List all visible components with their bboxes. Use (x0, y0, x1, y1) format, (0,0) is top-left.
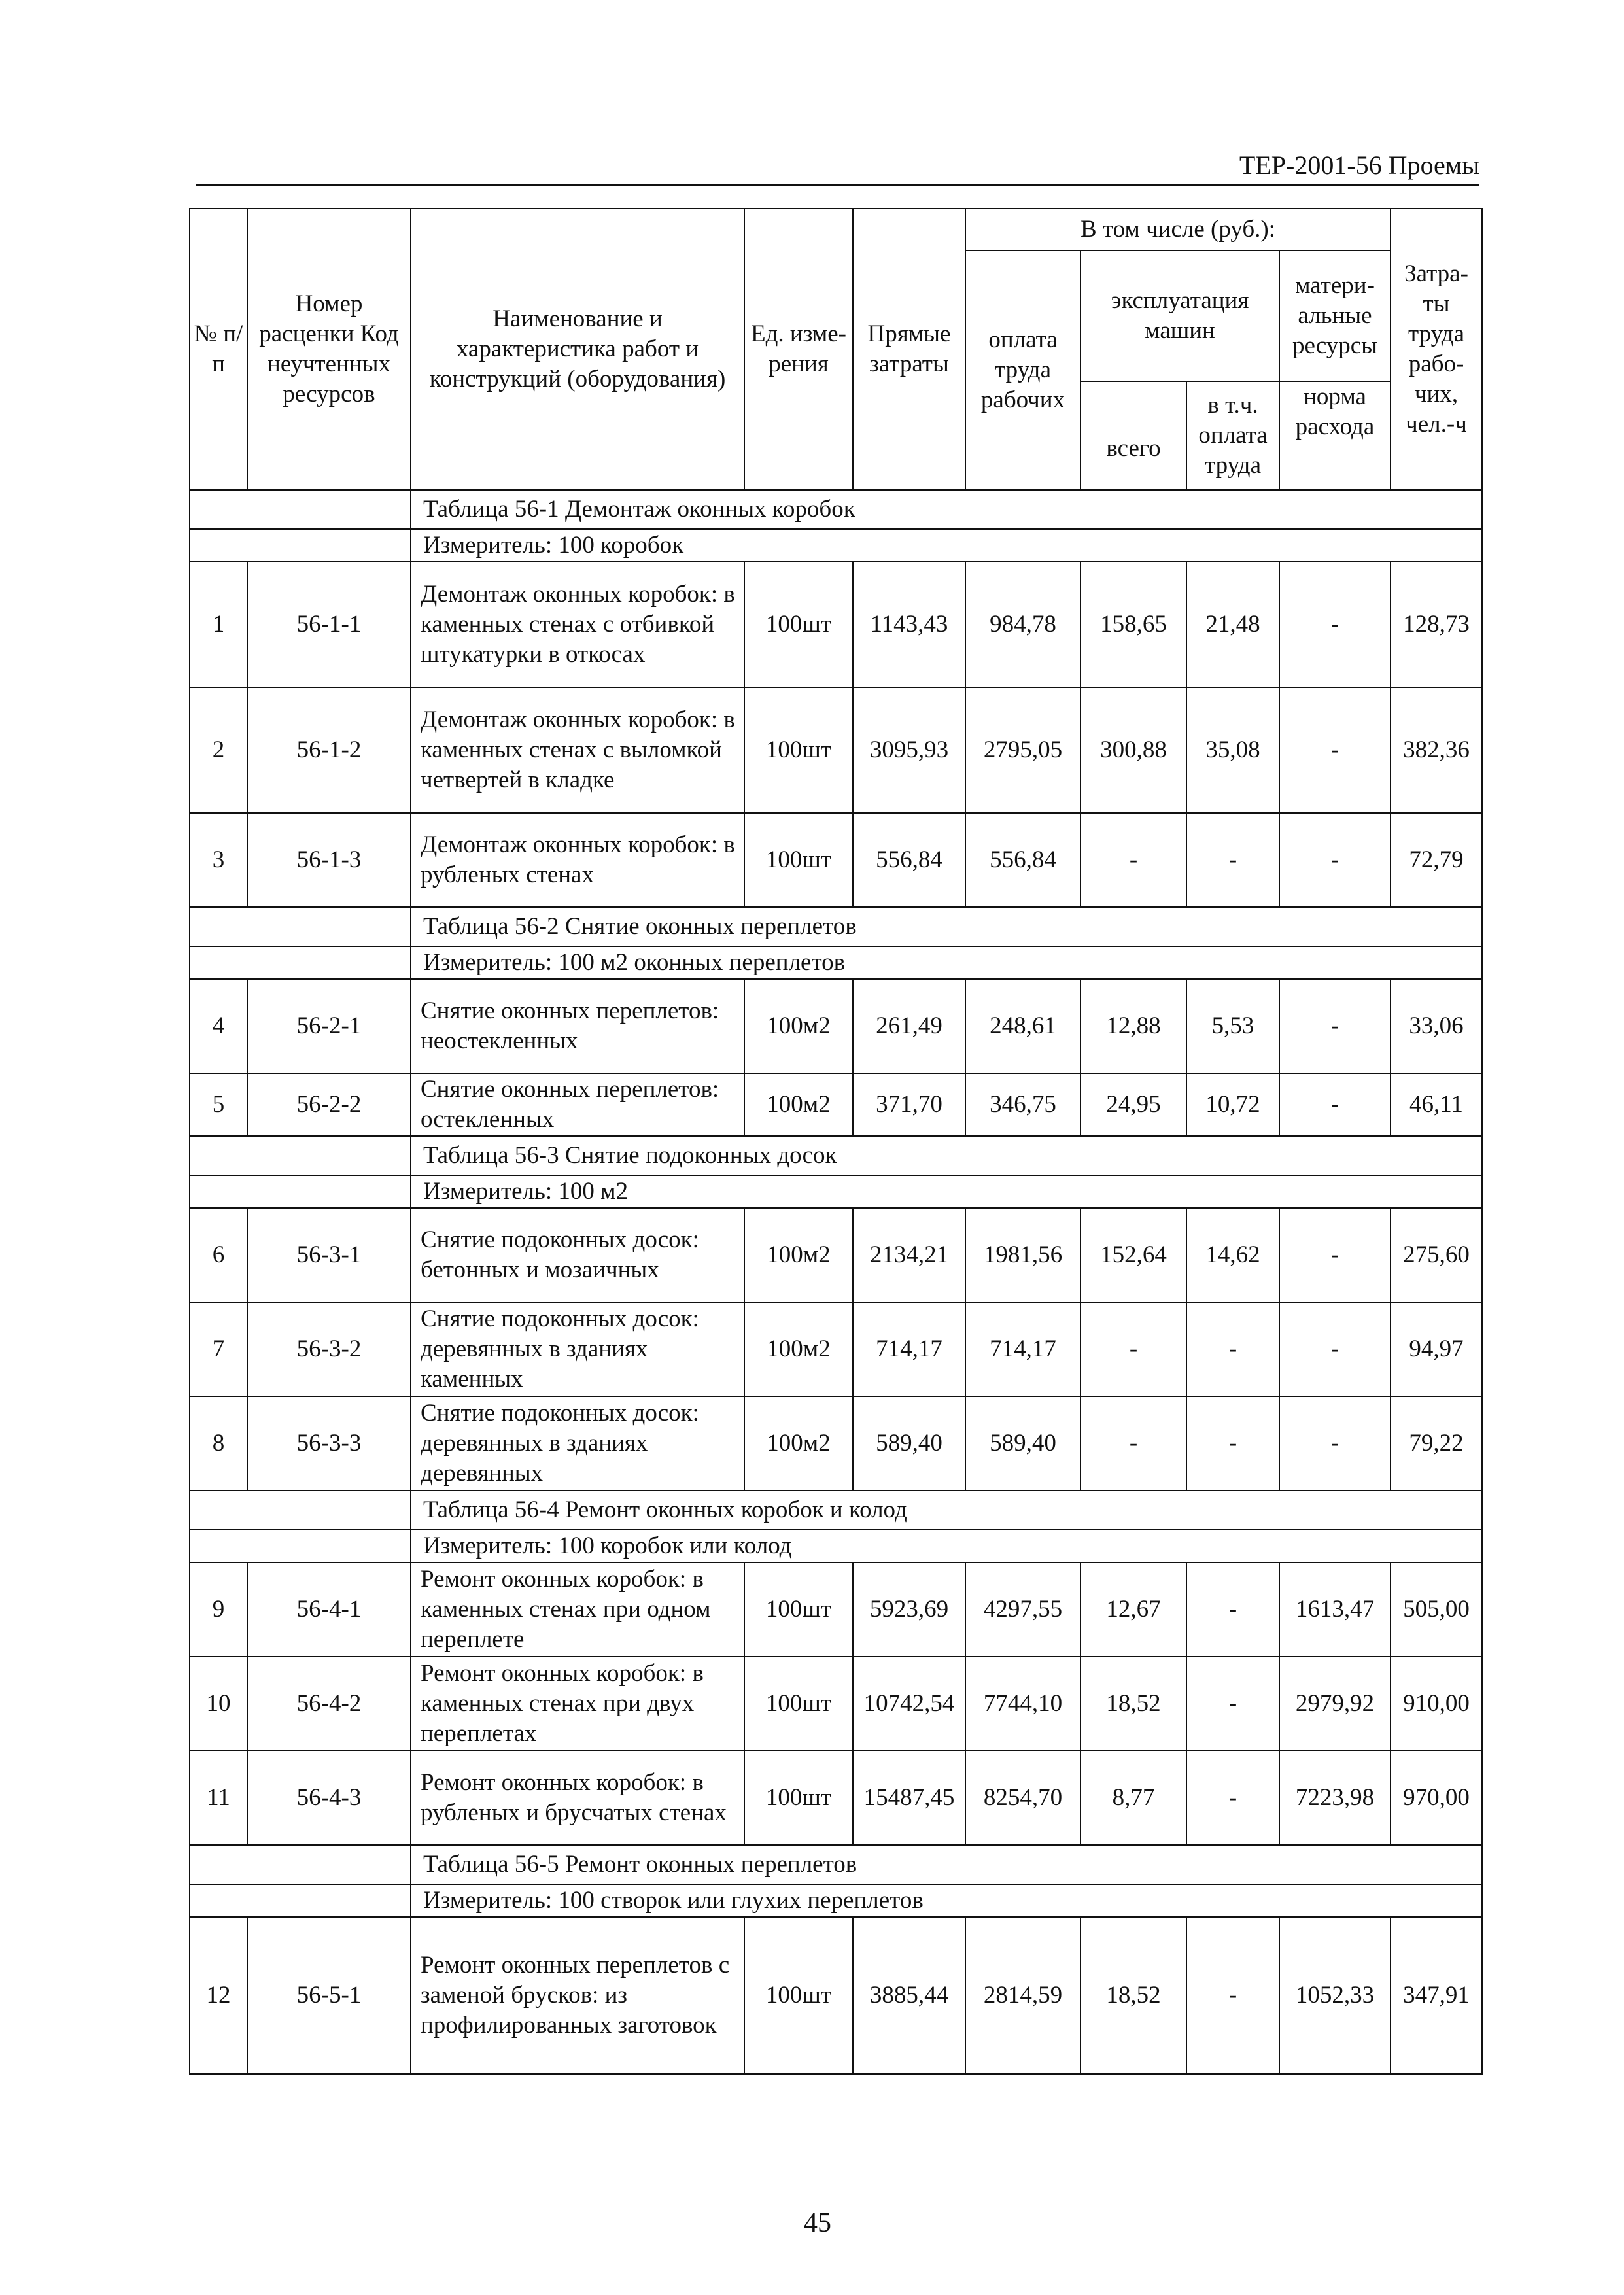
direct-costs: 2134,21 (853, 1208, 965, 1302)
row-number: 4 (190, 979, 247, 1073)
row-number: 5 (190, 1073, 247, 1136)
col-incl: В том числе (руб.): (965, 209, 1391, 250)
work-description: Ремонт оконных переплетов с заменой брусков: из профилированных заготовок (411, 1917, 744, 2074)
rate-code: 56-1-2 (247, 687, 411, 813)
table-row (190, 1208, 1482, 1302)
section-title-row (190, 1136, 1482, 1175)
materials-norm: - (1279, 1302, 1391, 1396)
section-measure: Измеритель: 100 м2 (411, 1175, 1482, 1208)
labor-costs: 72,79 (1391, 813, 1482, 907)
row-number: 11 (190, 1751, 247, 1845)
section-measure: Измеритель: 100 м2 оконных переплетов (411, 946, 1482, 979)
machines-wage: - (1186, 1657, 1279, 1751)
col-machines: эксплуатация машин (1080, 250, 1279, 381)
col-materials: матери-альные ресурсы (1279, 250, 1391, 381)
rate-code: 56-4-2 (247, 1657, 411, 1751)
section-title: Таблица 56-3 Снятие подоконных досок (411, 1136, 1482, 1175)
section-measure-row (190, 529, 1482, 562)
materials-norm: - (1279, 979, 1391, 1073)
direct-costs: 556,84 (853, 813, 965, 907)
table-row (190, 813, 1482, 907)
worker-wage: 1981,56 (965, 1208, 1080, 1302)
labor-costs: 33,06 (1391, 979, 1482, 1073)
rate-code: 56-3-2 (247, 1302, 411, 1396)
section-title-row (190, 1491, 1482, 1530)
section-title: Таблица 56-5 Ремонт оконных переплетов (411, 1845, 1482, 1884)
spacer-cell (190, 1491, 411, 1530)
work-description: Снятие подоконных досок: деревянных в зданиях деревянных (411, 1396, 744, 1491)
worker-wage: 7744,10 (965, 1657, 1080, 1751)
work-description: Ремонт оконных коробок: в каменных стенах при одном переплете (411, 1562, 744, 1657)
direct-costs: 5923,69 (853, 1562, 965, 1657)
machines-wage: - (1186, 1302, 1279, 1396)
machines-total: - (1080, 1396, 1186, 1491)
spacer-cell (190, 1845, 411, 1884)
rate-code: 56-2-1 (247, 979, 411, 1073)
rate-code: 56-3-3 (247, 1396, 411, 1491)
materials-norm: - (1279, 1073, 1391, 1136)
header-rule (196, 184, 1479, 186)
row-number: 10 (190, 1657, 247, 1751)
spacer-cell (190, 1175, 411, 1208)
machines-wage: 35,08 (1186, 687, 1279, 813)
machines-wage: 5,53 (1186, 979, 1279, 1073)
work-description: Демонтаж оконных коробок: в рубленых стенах (411, 813, 744, 907)
col-num: № п/п (190, 209, 247, 490)
work-description: Снятие оконных переплетов: остекленных (411, 1073, 744, 1136)
materials-norm: - (1279, 562, 1391, 687)
table-header (190, 209, 1482, 490)
materials-norm: 1613,47 (1279, 1562, 1391, 1657)
worker-wage: 8254,70 (965, 1751, 1080, 1845)
table-row (190, 1917, 1482, 2074)
labor-costs: 79,22 (1391, 1396, 1482, 1491)
spacer-cell (190, 907, 411, 946)
materials-norm: 2979,92 (1279, 1657, 1391, 1751)
machines-wage: - (1186, 1396, 1279, 1491)
machines-total: 158,65 (1080, 562, 1186, 687)
unit: 100м2 (744, 1208, 853, 1302)
col-labor: Затра-ты труда рабо-чих, чел.-ч (1391, 209, 1482, 490)
table-row (190, 1562, 1482, 1657)
work-description: Демонтаж оконных коробок: в каменных стенах с выломкой четвертей в кладке (411, 687, 744, 813)
machines-total: - (1080, 813, 1186, 907)
labor-costs: 970,00 (1391, 1751, 1482, 1845)
section-measure-row (190, 1175, 1482, 1208)
machines-total: 24,95 (1080, 1073, 1186, 1136)
unit: 100м2 (744, 979, 853, 1073)
work-description: Снятие оконных переплетов: неостекленных (411, 979, 744, 1073)
col-materials-norm: норма расхода (1279, 381, 1391, 490)
direct-costs: 15487,45 (853, 1751, 965, 1845)
labor-costs: 910,00 (1391, 1657, 1482, 1751)
work-description: Ремонт оконных коробок: в рубленых и брусчатых стенах (411, 1751, 744, 1845)
worker-wage: 346,75 (965, 1073, 1080, 1136)
col-direct: Прямые затраты (853, 209, 965, 490)
direct-costs: 1143,43 (853, 562, 965, 687)
worker-wage: 2795,05 (965, 687, 1080, 813)
section-title-row (190, 907, 1482, 946)
row-number: 6 (190, 1208, 247, 1302)
machines-wage: - (1186, 813, 1279, 907)
table-row (190, 1302, 1482, 1396)
unit: 100шт (744, 562, 853, 687)
machines-total: 18,52 (1080, 1917, 1186, 2074)
rate-code: 56-1-1 (247, 562, 411, 687)
table-body (190, 490, 1482, 2074)
col-name: Наименование и характеристика работ и конструкций (оборудования) (411, 209, 744, 490)
table-row (190, 979, 1482, 1073)
labor-costs: 128,73 (1391, 562, 1482, 687)
worker-wage: 984,78 (965, 562, 1080, 687)
table-row (190, 1657, 1482, 1751)
col-wage: оплата труда рабочих (965, 250, 1080, 490)
section-title: Таблица 56-2 Снятие оконных переплетов (411, 907, 1482, 946)
col-unit: Ед. изме-рения (744, 209, 853, 490)
spacer-cell (190, 1530, 411, 1562)
worker-wage: 556,84 (965, 813, 1080, 907)
row-number: 8 (190, 1396, 247, 1491)
section-title-row (190, 490, 1482, 529)
direct-costs: 261,49 (853, 979, 965, 1073)
worker-wage: 4297,55 (965, 1562, 1080, 1657)
unit: 100м2 (744, 1396, 853, 1491)
unit: 100шт (744, 1917, 853, 2074)
section-title-row (190, 1845, 1482, 1884)
labor-costs: 275,60 (1391, 1208, 1482, 1302)
worker-wage: 2814,59 (965, 1917, 1080, 2074)
machines-wage: - (1186, 1562, 1279, 1657)
materials-norm: 1052,33 (1279, 1917, 1391, 2074)
unit: 100шт (744, 687, 853, 813)
spacer-cell (190, 1136, 411, 1175)
machines-total: 152,64 (1080, 1208, 1186, 1302)
materials-norm: - (1279, 1396, 1391, 1491)
unit: 100м2 (744, 1302, 853, 1396)
section-measure: Измеритель: 100 коробок (411, 529, 1482, 562)
table-row (190, 1073, 1482, 1136)
labor-costs: 382,36 (1391, 687, 1482, 813)
rate-code: 56-3-1 (247, 1208, 411, 1302)
work-description: Ремонт оконных коробок: в каменных стенах при двух переплетах (411, 1657, 744, 1751)
machines-total: - (1080, 1302, 1186, 1396)
machines-wage: 10,72 (1186, 1073, 1279, 1136)
materials-norm: - (1279, 687, 1391, 813)
unit: 100шт (744, 813, 853, 907)
section-measure-row (190, 1530, 1482, 1562)
section-title: Таблица 56-4 Ремонт оконных коробок и колод (411, 1491, 1482, 1530)
unit: 100шт (744, 1562, 853, 1657)
spacer-cell (190, 1884, 411, 1917)
materials-norm: 7223,98 (1279, 1751, 1391, 1845)
work-description: Демонтаж оконных коробок: в каменных стенах с отбивкой штукатурки в откосах (411, 562, 744, 687)
document-header: ТЕР-2001-56 Проемы (1239, 150, 1479, 180)
row-number: 2 (190, 687, 247, 813)
machines-total: 12,88 (1080, 979, 1186, 1073)
col-code: Номер расценки Код неучтенных ресурсов (247, 209, 411, 490)
machines-wage: - (1186, 1751, 1279, 1845)
materials-norm: - (1279, 1208, 1391, 1302)
table-row (190, 687, 1482, 813)
machines-total: 300,88 (1080, 687, 1186, 813)
rate-code: 56-5-1 (247, 1917, 411, 2074)
row-number: 12 (190, 1917, 247, 2074)
rate-code: 56-4-3 (247, 1751, 411, 1845)
unit: 100шт (744, 1657, 853, 1751)
table-row (190, 562, 1482, 687)
work-description: Снятие подоконных досок: деревянных в зданиях каменных (411, 1302, 744, 1396)
table-row (190, 1751, 1482, 1845)
machines-wage: 14,62 (1186, 1208, 1279, 1302)
rate-code: 56-2-2 (247, 1073, 411, 1136)
direct-costs: 371,70 (853, 1073, 965, 1136)
col-machines-wage: в т.ч. оплата труда (1186, 381, 1279, 490)
row-number: 3 (190, 813, 247, 907)
machines-total: 18,52 (1080, 1657, 1186, 1751)
labor-costs: 505,00 (1391, 1562, 1482, 1657)
row-number: 9 (190, 1562, 247, 1657)
table-row (190, 1396, 1482, 1491)
labor-costs: 94,97 (1391, 1302, 1482, 1396)
materials-norm: - (1279, 813, 1391, 907)
price-table (189, 208, 1483, 2075)
section-measure: Измеритель: 100 створок или глухих переплетов (411, 1884, 1482, 1917)
machines-total: 8,77 (1080, 1751, 1186, 1845)
spacer-cell (190, 946, 411, 979)
spacer-cell (190, 529, 411, 562)
unit: 100м2 (744, 1073, 853, 1136)
worker-wage: 589,40 (965, 1396, 1080, 1491)
section-title: Таблица 56-1 Демонтаж оконных коробок (411, 490, 1482, 529)
direct-costs: 589,40 (853, 1396, 965, 1491)
section-measure: Измеритель: 100 коробок или колод (411, 1530, 1482, 1562)
unit: 100шт (744, 1751, 853, 1845)
row-number: 1 (190, 562, 247, 687)
page-number: 45 (804, 2208, 831, 2238)
worker-wage: 248,61 (965, 979, 1080, 1073)
rate-code: 56-1-3 (247, 813, 411, 907)
labor-costs: 347,91 (1391, 1917, 1482, 2074)
spacer-cell (190, 490, 411, 529)
direct-costs: 714,17 (853, 1302, 965, 1396)
direct-costs: 3885,44 (853, 1917, 965, 2074)
section-measure-row (190, 946, 1482, 979)
rate-code: 56-4-1 (247, 1562, 411, 1657)
machines-total: 12,67 (1080, 1562, 1186, 1657)
direct-costs: 10742,54 (853, 1657, 965, 1751)
col-machines-total: всего (1080, 381, 1186, 490)
labor-costs: 46,11 (1391, 1073, 1482, 1136)
row-number: 7 (190, 1302, 247, 1396)
direct-costs: 3095,93 (853, 687, 965, 813)
section-measure-row (190, 1884, 1482, 1917)
work-description: Снятие подоконных досок: бетонных и мозаичных (411, 1208, 744, 1302)
machines-wage: - (1186, 1917, 1279, 2074)
machines-wage: 21,48 (1186, 562, 1279, 687)
worker-wage: 714,17 (965, 1302, 1080, 1396)
